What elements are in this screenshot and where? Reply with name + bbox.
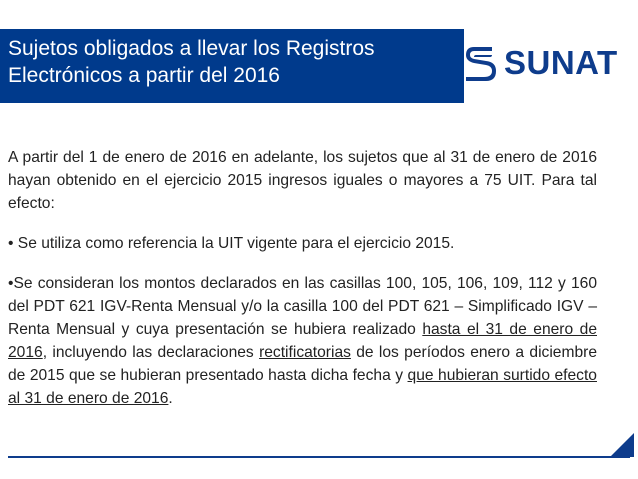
header-band (0, 29, 464, 103)
footer-divider (8, 456, 630, 458)
effect-date-underlined: que hubieran surtido efecto al 31 de enero de 2016 (8, 367, 597, 407)
bullet-text: de los períodos enero a diciembre de 2015 que se hubieran presentado hasta dicha fecha y (8, 344, 597, 384)
bullet-text: , incluyendo las declaraciones (42, 344, 260, 361)
page-title-line-1: Sujetos obligados a llevar los Registros (8, 37, 375, 60)
sunat-logo-text: SUNAT (504, 44, 618, 81)
sunat-logo (462, 24, 632, 102)
deadline-underlined: hasta el 31 de enero de 2016 (8, 321, 597, 361)
bullet-text: •Se consideran los montos declarados en las casillas 100, 105, 106, 109, 112 y 160 del PDT 621 IGV-Renta Mensual y/o la casilla 100 del PDT 621 – Simplificado IGV – Renta Mensual y cuya presentación se hubiera realizado (8, 275, 597, 338)
bullet-text: . (168, 390, 173, 407)
intro-paragraph: A partir del 1 de enero de 2016 en adelante, los sujetos que al 31 de enero de 2016 hayan obtenido en el ejercicio 2015 ingresos iguales o mayores a 75 UIT. Para tal efecto: (8, 149, 597, 212)
rectificatorias-underlined: rectificatorias (259, 344, 351, 361)
bullet-declared-amounts (8, 272, 597, 410)
bullet-uit-reference: • Se utiliza como referencia la UIT vigente para el ejercicio 2015. (8, 235, 455, 252)
sunat-emblem-icon (462, 43, 498, 83)
footer-corner-triangle (610, 433, 634, 457)
page-title-line-2: Electrónicos a partir del 2016 (8, 64, 280, 87)
body-content (8, 146, 597, 427)
page-title (8, 35, 375, 89)
